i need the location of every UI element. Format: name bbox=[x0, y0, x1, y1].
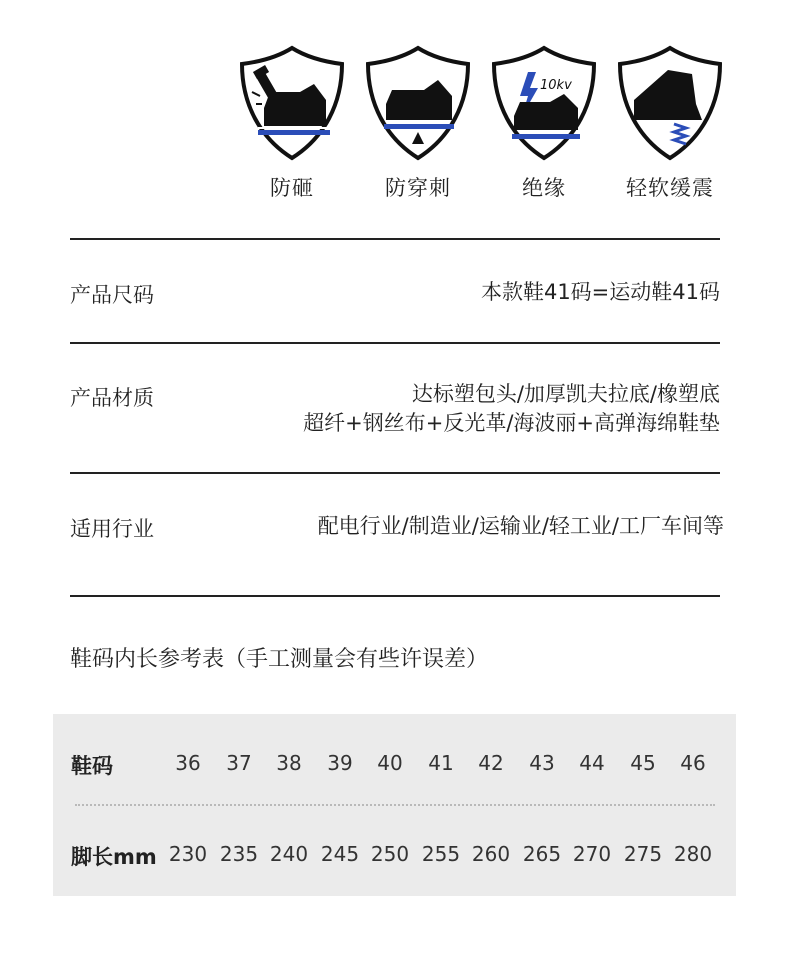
divider bbox=[70, 472, 720, 474]
size-cell: 43 bbox=[529, 751, 555, 775]
length-cell: 230 bbox=[168, 842, 208, 866]
size-cell: 45 bbox=[630, 751, 656, 775]
divider bbox=[70, 595, 720, 597]
anti-smash-shoe-icon bbox=[236, 44, 348, 162]
material-line-1: 达标塑包头/加厚凯夫拉底/橡塑底 bbox=[411, 382, 720, 406]
spec-value-industry: 配电行业/制造业/运输业/轻工业/工厂车间等 bbox=[317, 514, 724, 538]
length-cell: 235 bbox=[219, 842, 259, 866]
feature-label: 防穿刺 bbox=[385, 176, 451, 200]
length-cell: 265 bbox=[522, 842, 562, 866]
size-row bbox=[53, 744, 736, 784]
spec-label-material: 产品材质 bbox=[70, 386, 154, 410]
length-cell: 240 bbox=[269, 842, 309, 866]
feature-label: 绝缘 bbox=[522, 176, 566, 200]
length-row bbox=[53, 835, 736, 875]
feature-anti-puncture bbox=[356, 44, 480, 202]
feature-cushioning bbox=[608, 44, 732, 202]
material-line-2: 超纤+钢丝布+反光革/海波丽+高弹海绵鞋垫 bbox=[303, 411, 720, 435]
spec-label-size: 产品尺码 bbox=[70, 283, 154, 307]
divider bbox=[70, 238, 720, 240]
size-table-title: 鞋码内长参考表（手工测量会有些许误差） bbox=[70, 647, 489, 672]
divider bbox=[70, 342, 720, 344]
size-cell: 46 bbox=[680, 751, 706, 775]
insulation-shoe-icon bbox=[488, 44, 600, 162]
length-cell: 275 bbox=[623, 842, 663, 866]
anti-puncture-shoe-icon bbox=[362, 44, 474, 162]
length-cell: 250 bbox=[370, 842, 410, 866]
feature-icons bbox=[230, 44, 730, 209]
voltage-badge: 10kv bbox=[540, 78, 572, 93]
spec-value-size: 本款鞋41码=运动鞋41码 bbox=[480, 280, 720, 304]
size-table bbox=[53, 714, 736, 896]
size-row-label: 鞋码 bbox=[71, 754, 113, 778]
size-cell: 37 bbox=[226, 751, 252, 775]
length-cell: 245 bbox=[320, 842, 360, 866]
length-cell: 280 bbox=[673, 842, 713, 866]
cushioning-shoe-icon bbox=[614, 44, 726, 162]
size-cell: 39 bbox=[327, 751, 353, 775]
size-cell: 42 bbox=[478, 751, 504, 775]
length-cell: 255 bbox=[421, 842, 461, 866]
length-cell: 260 bbox=[471, 842, 511, 866]
spec-value-material bbox=[303, 380, 720, 438]
size-cell: 44 bbox=[579, 751, 605, 775]
length-row-label: 脚长mm bbox=[71, 845, 157, 869]
feature-insulation bbox=[482, 44, 606, 202]
size-cell: 40 bbox=[377, 751, 403, 775]
feature-label: 轻软缓震 bbox=[626, 176, 714, 200]
dotted-divider bbox=[75, 804, 715, 806]
size-cell: 41 bbox=[428, 751, 454, 775]
spec-label-industry: 适用行业 bbox=[70, 517, 154, 541]
feature-label: 防砸 bbox=[270, 176, 314, 200]
size-cell: 38 bbox=[276, 751, 302, 775]
size-cell: 36 bbox=[175, 751, 201, 775]
length-cell: 270 bbox=[572, 842, 612, 866]
feature-anti-smash bbox=[230, 44, 354, 202]
